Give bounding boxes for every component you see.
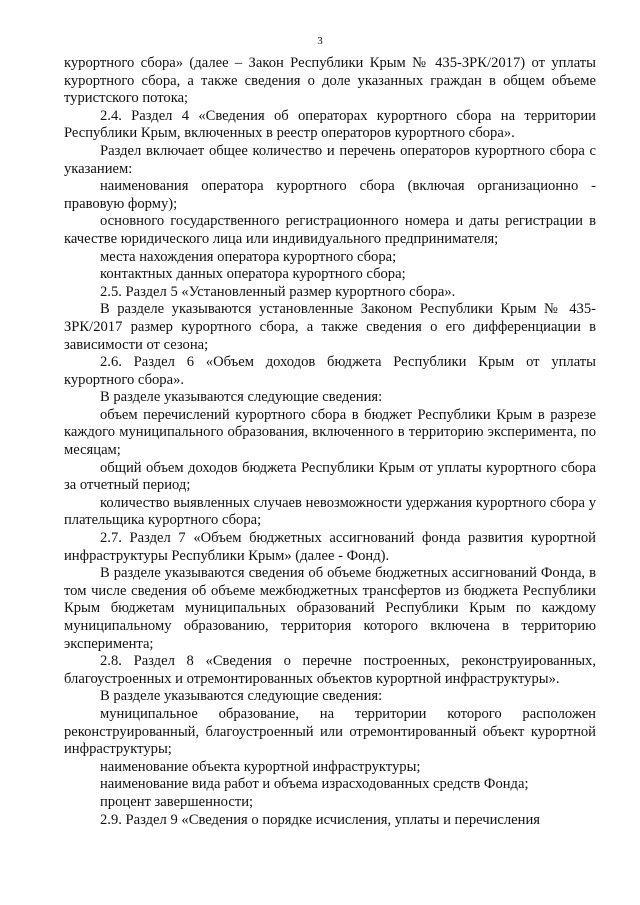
document-body — [64, 55, 596, 829]
paragraph: 2.7. Раздел 7 «Объем бюджетных ассигнований фонда развития курортной инфраструктуры Республики Крым» (далее - Фонд). — [64, 530, 596, 564]
paragraph: 2.4. Раздел 4 «Сведения об операторах курортного сбора на территории Республики Крым, включенных в реестр операторов курортного сбора». — [64, 107, 596, 142]
paragraph: муниципальное образование, на территории которого расположен реконструированный, благоустроенный или отремонтированный объект курортной инфраструктуры; — [64, 705, 596, 758]
paragraph: В разделе указываются следующие сведения: — [100, 688, 383, 705]
paragraph: наименование объекта курортной инфраструктуры; — [100, 758, 421, 775]
paragraph: 2.5. Раздел 5 «Установленный размер курортного сбора». — [100, 283, 456, 300]
paragraph: 2.9. Раздел 9 «Сведения о порядке исчисления, уплаты и перечисления — [100, 811, 540, 828]
paragraph: В разделе указываются следующие сведения: — [100, 389, 383, 406]
paragraph: наименования оператора курортного сбора (включая организационно - правовую форму); — [64, 178, 596, 212]
paragraph: Раздел включает общее количество и перечень операторов курортного сбора с указанием: — [64, 142, 596, 177]
paragraph: В разделе указываются установленные Законом Республики Крым № 435-ЗРК/2017 размер курортного сбора, а также сведения о его дифференциации в зависимости от сезона; — [64, 301, 596, 353]
paragraph: места нахождения оператора курортного сбора; — [100, 248, 397, 265]
paragraph: основного государственного регистрационного номера и даты регистрации в качестве юридического лица или индивидуального предпринимателя; — [64, 213, 596, 247]
paragraph: наименование вида работ и объема израсходованных средств Фонда; — [100, 776, 529, 793]
paragraph: В разделе указываются сведения об объеме бюджетных ассигнований Фонда, в том числе сведения об объеме межбюджетных трансфертов из бюджета Республики Крым бюджетам муниципальных образований Республики Крым по каждому муниципальному образованию, территория которого включена в территорию эксперимента; — [64, 565, 596, 652]
paragraph: процент завершенности; — [100, 793, 254, 810]
paragraph: 2.6. Раздел 6 «Объем доходов бюджета Республики Крым от уплаты курортного сбора». — [64, 354, 596, 388]
paragraph: курортного сбора» (далее – Закон Республики Крым № 435-ЗРК/2017) от уплаты курортного сбора, а также сведения о доле указанных граждан в общем объеме туристского потока; — [64, 55, 596, 107]
paragraph: объем перечислений курортного сбора в бюджет Республики Крым в разрезе каждого муниципального образования, включенного в территорию эксперимента, по месяцам; — [64, 406, 596, 459]
paragraph: общий объем доходов бюджета Республики Крым от уплаты курортного сбора за отчетный период; — [64, 459, 596, 494]
paragraph: 2.8. Раздел 8 «Сведения о перечне построенных, реконструированных, благоустроенных и отремонтированных объектов курортной инфраструктуры». — [64, 653, 596, 687]
paragraph: контактных данных оператора курортного сбора; — [100, 266, 406, 283]
page-number: 3 — [317, 35, 323, 47]
paragraph: количество выявленных случаев невозможности удержания курортного сбора у плательщика курортного сбора; — [64, 494, 596, 529]
